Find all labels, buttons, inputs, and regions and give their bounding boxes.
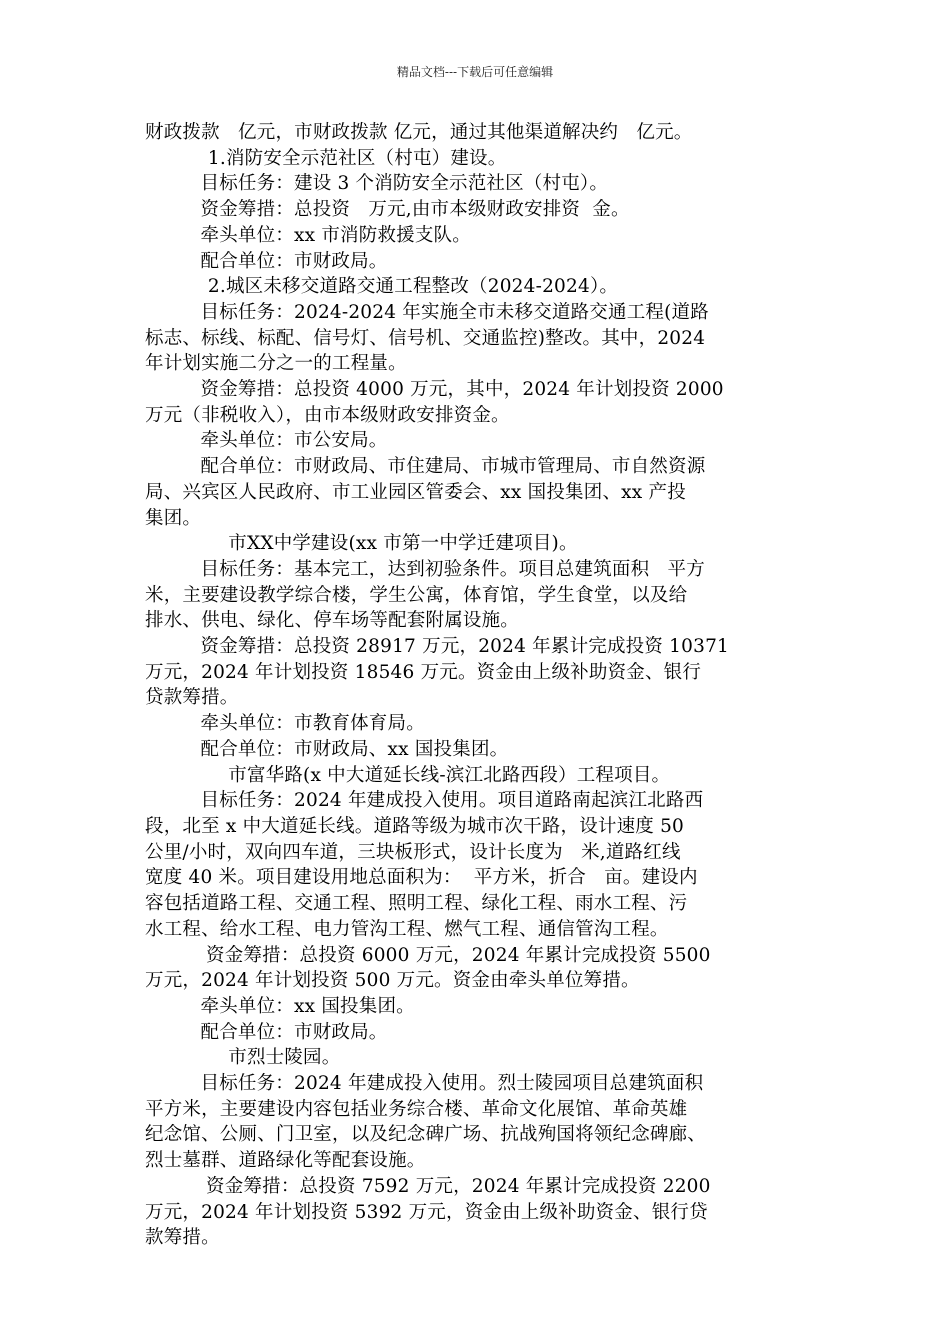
document-line: 配合单位：市财政局、xx 国投集团。	[200, 738, 509, 760]
document-line: 平方米，主要建设内容包括业务综合楼、革命文化展馆、革命英雄	[145, 1098, 688, 1120]
document-line: 2.城区未移交道路交通工程整改（2024-2024）。	[207, 276, 619, 298]
document-line: 烈士墓群、道路绿化等配套设施。	[145, 1150, 426, 1172]
document-line: 资金筹措：总投资 7592 万元，2024 年累计完成投资 2200	[206, 1175, 711, 1197]
document-line: 局、兴宾区人民政府、市工业园区管委会、xx 国投集团、xx 产投	[145, 481, 686, 503]
document-line: 段，北至 x 中大道延长线。道路等级为城市次干路，设计速度 50	[145, 815, 685, 837]
document-line: 公里/小时，双向四车道，三块板形式，设计长度为 米,道路红线	[145, 841, 681, 863]
document-line: 纪念馆、公厕、门卫室，以及纪念碑广场、抗战殉国将领纪念碑廊、	[145, 1124, 707, 1146]
document-line: 集团。	[145, 507, 202, 529]
page-header: 精品文档---下载后可任意编辑	[396, 65, 554, 79]
document-line: 资金筹措：总投资 28917 万元，2024 年累计完成投资 10371	[200, 636, 730, 658]
document-line: 目标任务：2024 年建成投入使用。项目道路南起滨江北路西	[200, 790, 704, 812]
document-line: 牵头单位：xx 市消防救援支队。	[200, 224, 471, 246]
document-line: 米，主要建设教学综合楼，学生公寓，体育馆，学生食堂，以及给	[145, 584, 688, 606]
document-body	[145, 120, 810, 1251]
document-line: 市烈士陵园。	[228, 1047, 341, 1069]
document-line: 牵头单位：xx 国投集团。	[200, 995, 415, 1017]
document-line: 贷款筹措。	[145, 687, 239, 709]
document-line: 万元，2024 年计划投资 5392 万元，资金由上级补助资金、银行贷	[145, 1201, 708, 1223]
document-line: 容包括道路工程、交通工程、照明工程、绿化工程、雨水工程、污	[145, 893, 688, 915]
document-line: 资金筹措：总投资 万元,由市本级财政安排资 金。	[200, 199, 630, 221]
document-line: 配合单位：市财政局、市住建局、市城市管理局、市自然资源	[200, 456, 706, 478]
document-line: 款筹措。	[145, 1227, 220, 1249]
document-line: 市XX中学建设(xx 市第一中学迁建项目)。	[228, 533, 578, 555]
document-line: 资金筹措：总投资 4000 万元，其中，2024 年计划投资 2000	[200, 379, 724, 401]
document-line: 配合单位：市财政局。	[200, 250, 388, 272]
document-line: 1.消防安全示范社区（村屯）建设。	[207, 147, 507, 169]
document-line: 目标任务：2024 年建成投入使用。烈士陵园项目总建筑面积	[200, 1073, 704, 1095]
document-line: 宽度 40 米。项目建设用地总面积为： 平方米，折合 亩。建设内	[145, 867, 698, 889]
document-line: 水工程、给水工程、电力管沟工程、燃气工程、通信管沟工程。	[145, 918, 669, 940]
document-line: 年计划实施二分之一的工程量。	[145, 353, 407, 375]
document-line: 配合单位：市财政局。	[200, 1021, 388, 1043]
document-line: 目标任务：2024-2024 年实施全市未移交道路交通工程(道路	[200, 301, 709, 323]
document-line: 标志、标线、标配、信号灯、信号机、交通监控)整改。其中，2024	[145, 327, 706, 349]
document-line: 万元，2024 年计划投资 18546 万元。资金由上级补助资金、银行	[145, 661, 702, 683]
document-line: 目标任务：基本完工，达到初验条件。项目总建筑面积 平方	[200, 558, 705, 580]
document-line: 牵头单位：市教育体育局。	[200, 713, 425, 735]
document-line: 牵头单位：市公安局。	[200, 430, 388, 452]
document-line: 万元（非税收入），由市本级财政安排资金。	[145, 404, 510, 426]
document-line: 市富华路(x 中大道延长线-滨江北路西段）工程项目。	[228, 764, 671, 786]
document-line: 目标任务：建设 3 个消防安全示范社区（村屯）。	[200, 173, 609, 195]
document-line: 资金筹措：总投资 6000 万元，2024 年累计完成投资 5500	[206, 944, 711, 966]
document-line: 财政拨款 亿元，市财政拨款 亿元，通过其他渠道解决约 亿元。	[145, 122, 693, 143]
document-line: 万元，2024 年计划投资 500 万元。资金由牵头单位筹措。	[145, 970, 640, 992]
document-line: 排水、供电、绿化、停车场等配套附属设施。	[145, 610, 520, 632]
